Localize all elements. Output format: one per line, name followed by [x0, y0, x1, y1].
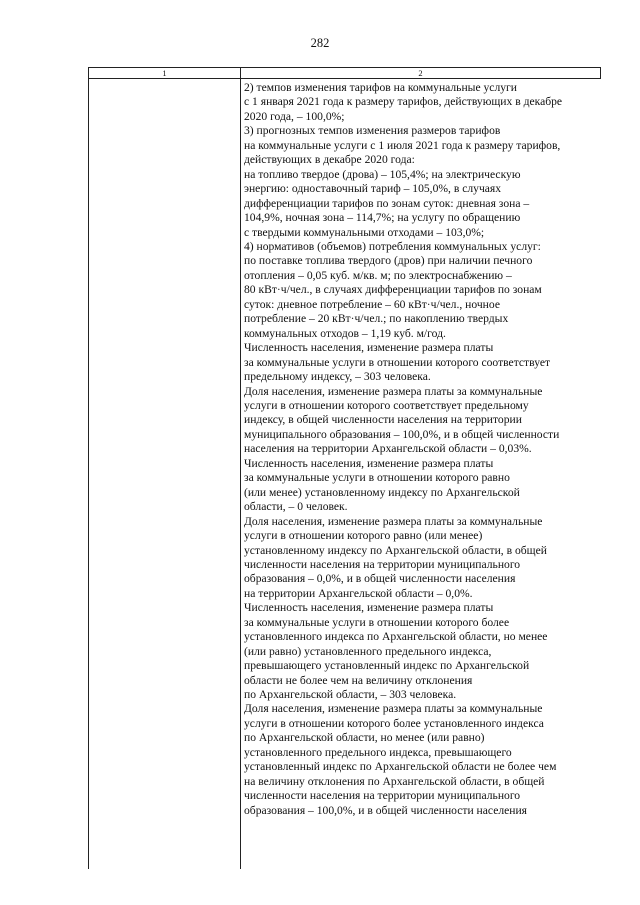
text-line: услуги в отношении которого равно (или менее): [244, 529, 483, 543]
text-line: Доля населения, изменение размера платы за коммунальные: [244, 384, 543, 398]
text-line: услуги в отношении которого соответствует предельному: [244, 398, 529, 412]
text-line: потребление – 20 кВт·ч/чел.; по накоплению твердых: [244, 312, 509, 326]
text-line: на топливо твердое (дрова) – 105,4%; на электрическую: [244, 167, 521, 181]
text-line: по Архангельской области, но менее (или равно): [244, 731, 485, 745]
text-line: установленного предельного индекса, превышающего: [244, 745, 512, 759]
text-line: численности населения на территории муниципального: [244, 789, 521, 803]
document-table: [88, 67, 601, 869]
text-line: Численность населения, изменение размера платы: [244, 456, 494, 470]
text-line: 4) нормативов (объемов) потребления коммунальных услуг:: [244, 239, 541, 253]
text-line: 3) прогнозных темпов изменения размеров тарифов: [244, 124, 501, 138]
text-line: Доля населения, изменение размера платы за коммунальные: [244, 702, 543, 716]
text-line: за коммунальные услуги в отношении которого равно: [244, 471, 510, 485]
text-line: по поставке топлива твердого (дров) при наличии печного: [244, 254, 533, 268]
text-line: установленному индексу по Архангельской области, в общей: [244, 543, 547, 557]
text-line: с 1 января 2021 года к размеру тарифов, действующих в декабре: [244, 95, 563, 109]
text-line: с твердыми коммунальными отходами – 103,0%;: [244, 225, 485, 239]
text-line: области не более чем на величину отклонения: [244, 673, 473, 687]
text-line: (или равно) установленного предельного индекса,: [244, 644, 492, 658]
text-line: установленный индекс по Архангельской области не более чем: [244, 760, 557, 774]
text-line: за коммунальные услуги в отношении которого более: [244, 615, 510, 629]
text-line: численности населения на территории муниципального: [244, 557, 521, 571]
text-line: Численность населения, изменение размера платы: [244, 341, 494, 355]
text-line: отопления – 0,05 куб. м/кв. м; по электроснабжению –: [244, 268, 512, 282]
text-line: по Архангельской области, – 303 человека.: [244, 688, 457, 702]
text-line: 2) темпов изменения тарифов на коммунальные услуги: [244, 81, 517, 94]
text-line: населения на территории Архангельской области – 0,03%.: [244, 442, 532, 456]
table-row: [89, 79, 601, 870]
text-line: энергию: одноставочный тариф – 105,0%, в случаях: [244, 182, 502, 196]
table-header-row: [89, 68, 601, 79]
text-line: услуги в отношении которого более установленного индекса: [244, 716, 544, 730]
cell-text: [241, 79, 601, 818]
text-line: Численность населения, изменение размера платы: [244, 601, 494, 615]
text-line: превышающего установленный индекс по Архангельской: [244, 659, 530, 673]
text-line: индексу, в общей численности населения на территории: [244, 413, 522, 427]
column-header-1: 1: [89, 68, 241, 79]
text-line: на территории Архангельской области – 0,0%.: [244, 586, 473, 600]
text-line: действующих в декабре 2020 года:: [244, 153, 415, 167]
text-line: коммунальных отходов – 1,19 куб. м/год.: [244, 326, 446, 340]
text-line: суток: дневное потребление – 60 кВт·ч/чел., ночное: [244, 297, 500, 311]
text-line: (или менее) установленному индексу по Архангельской: [244, 485, 520, 499]
text-line: 80 кВт·ч/чел., в случаях дифференциации тарифов по зонам: [244, 283, 542, 297]
text-line: образования – 100,0%, и в общей численности населения: [244, 803, 528, 817]
page-number: 282: [310, 36, 330, 50]
text-line: 2020 года, – 100,0%;: [244, 109, 345, 123]
text-line: предельному индексу, – 303 человека.: [244, 370, 431, 384]
text-line: 104,9%, ночная зона – 114,7%; на услугу по обращению: [244, 211, 521, 225]
text-line: установленного индекса по Архангельской области, но менее: [244, 630, 548, 644]
text-line: муниципального образования – 100,0%, и в общей численности: [244, 427, 560, 441]
text-line: Доля населения, изменение размера платы за коммунальные: [244, 514, 543, 528]
table-cell-column-2: [241, 79, 601, 870]
text-line: области, – 0 человек.: [244, 500, 348, 514]
column-header-2: 2: [241, 68, 601, 79]
table-cell-column-1: [89, 79, 241, 870]
text-line: на коммунальные услуги с 1 июля 2021 года к размеру тарифов,: [244, 138, 561, 152]
text-line: дифференциации тарифов по зонам суток: дневная зона –: [244, 196, 530, 210]
text-line: за коммунальные услуги в отношении которого соответствует: [244, 355, 551, 369]
text-line: образования – 0,0%, и в общей численности населения: [244, 572, 516, 586]
text-line: на величину отклонения по Архангельской области, в общей: [244, 774, 545, 788]
